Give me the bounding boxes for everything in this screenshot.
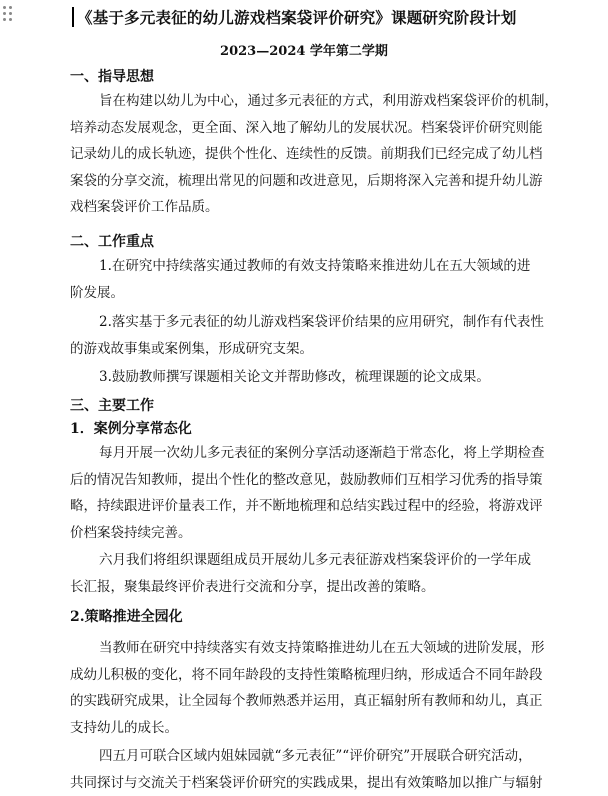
text-line: 后的情况告知教师，提出个性化的整改意见，鼓励教师们互相学习优秀的指导策	[70, 467, 569, 494]
paragraph-strategy-promotion-2[interactable]	[99, 743, 569, 796]
text-line: 四五月可联合区域内姐妹园就“多元表征”“评价研究”开展联合研究活动，	[99, 743, 569, 770]
drag-handle-icon[interactable]	[3, 6, 13, 28]
paragraph-case-sharing-1[interactable]	[99, 440, 569, 546]
text-line: 戏档案袋评价工作品质。	[70, 194, 569, 221]
title-row	[72, 6, 517, 28]
text-line: 的游戏故事集或案例集，形成研究支架。	[70, 336, 579, 363]
text-line: 价档案袋持续完善。	[70, 520, 569, 547]
subsection-heading-case-sharing[interactable]: 1．案例分享常态化	[70, 418, 192, 438]
text-cursor	[72, 7, 74, 27]
work-focus-item-3[interactable]	[99, 364, 579, 391]
text-line: 每月开展一次幼儿多元表征的案例分享活动逐渐趋于常态化，将上学期检查	[99, 440, 569, 467]
text-line: 旨在构建以幼儿为中心，通过多元表征的方式，利用游戏档案袋评价的机制，	[99, 88, 569, 115]
text-line: 共同探讨与交流关于档案袋评价研究的实践成果，提出有效策略加以推广与辐射	[70, 770, 569, 796]
text-line: 3.鼓励教师撰写课题相关论文并帮助修改，梳理课题的论文成果。	[99, 364, 579, 391]
text-line: 阶发展。	[70, 280, 579, 307]
text-line: 略，持续跟进评价量表工作，并不断地梳理和总结实践过程中的经验，将游戏评	[70, 493, 569, 520]
section-heading-work-focus[interactable]: 二、工作重点	[70, 231, 154, 251]
text-line: 的实践研究成果，让全园每个教师熟悉并运用，真正辐射所有教师和幼儿，真正	[70, 688, 569, 715]
work-focus-item-2[interactable]	[99, 309, 579, 362]
document-subtitle[interactable]: 2023—2024 学年第二学期	[0, 40, 608, 59]
text-line: 2.落实基于多元表征的幼儿游戏档案袋评价结果的应用研究，制作有代表性	[99, 309, 579, 336]
text-line: 支持幼儿的成长。	[70, 715, 569, 742]
text-line: 六月我们将组织课题组成员开展幼儿多元表征游戏档案袋评价的一学年成	[99, 547, 569, 574]
paragraph-case-sharing-2[interactable]	[99, 547, 569, 600]
text-line: 记录幼儿的成长轨迹，提供个性化、连续性的反馈。前期我们已经完成了幼儿档	[70, 141, 569, 168]
text-line: 培养动态发展观念，更全面、深入地了解幼儿的发展状况。档案袋评价研究则能	[70, 115, 569, 142]
paragraph-guiding-ideology[interactable]	[99, 88, 569, 221]
section-heading-main-work[interactable]: 三、主要工作	[70, 395, 154, 415]
text-line: 案袋的分享交流，梳理出常见的问题和改进意见，后期将深入完善和提升幼儿游	[70, 168, 569, 195]
paragraph-strategy-promotion-1[interactable]	[99, 635, 569, 741]
work-focus-item-1[interactable]	[99, 253, 579, 306]
text-line: 长汇报，聚集最终评价表进行交流和分享，提出改善的策略。	[70, 574, 569, 601]
section-heading-guiding-ideology[interactable]: 一、指导思想	[70, 66, 154, 86]
subsection-heading-strategy-promotion[interactable]: 2.策略推进全园化	[70, 606, 183, 626]
text-line: 成幼儿积极的变化，将不同年龄段的支持性策略梳理归纳，形成适合不同年龄段	[70, 662, 569, 689]
text-line: 当教师在研究中持续落实有效支持策略推进幼儿在五大领域的进阶发展，形	[99, 635, 569, 662]
text-line: 1.在研究中持续落实通过教师的有效支持策略来推进幼儿在五大领域的进	[99, 253, 579, 280]
document-title[interactable]: 《基于多元表征的幼儿游戏档案袋评价研究》课题研究阶段计划	[77, 6, 517, 28]
